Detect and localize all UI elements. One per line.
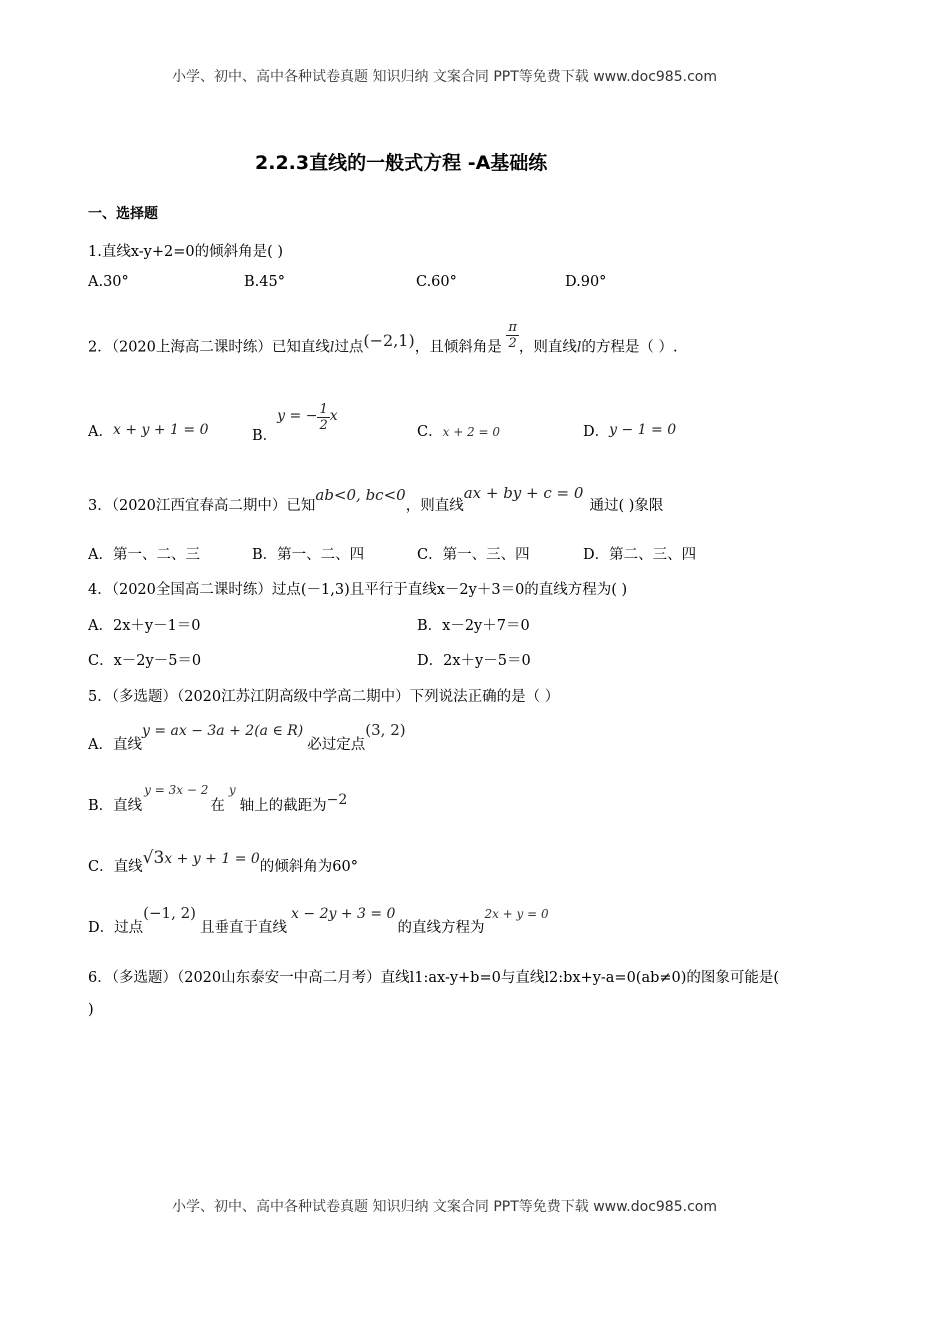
q2-c-label: C． (417, 424, 443, 440)
q5-c-post: 的倾斜角为60° (259, 859, 358, 875)
q2-b-den: 2 (319, 418, 328, 433)
q4-option-b: B．x－2y＋7＝0 (417, 618, 530, 634)
q2-stem (88, 320, 678, 362)
q2-c-eq: x + 2 = 0 (442, 425, 501, 439)
q3-stem-part1: 3．（2020江西宜春高二期中）已知 (88, 498, 316, 514)
q5-d-answer: 2x + y = 0 (484, 907, 549, 921)
q1-option-a: A.30° (88, 274, 129, 290)
q3-option-d: D．第二、三、四 (583, 547, 697, 563)
q6-stem-line2: ) (88, 1002, 94, 1018)
q5-d-pre: D．过点 (88, 920, 144, 936)
q1-option-c: C.60° (416, 274, 457, 290)
q5-d-mid: 且垂直于直线 (200, 920, 288, 936)
q3-option-c: C．第一、三、四 (417, 547, 530, 563)
q2-a-label: A． (88, 424, 113, 440)
q2-frac-num: π (508, 320, 517, 335)
q4-option-a: A．2x＋y－1＝0 (88, 618, 201, 634)
page-title: 2.2.3直线的一般式方程 -A基础练 (255, 152, 548, 174)
q2-b-fraction (317, 403, 329, 432)
page-footer: 小学、初中、高中各种试卷真题 知识归纳 文案合同 PPT等免费下载 www.doc985.com (172, 1199, 717, 1215)
page-header: 小学、初中、高中各种试卷真题 知识归纳 文案合同 PPT等免费下载 www.doc985.com (172, 69, 717, 85)
q2-option-d (583, 420, 676, 441)
q5-b-mid: 在 (210, 798, 225, 814)
q2-stem-part2: 过点 (334, 339, 364, 356)
q2-line-l-2: l (576, 339, 582, 356)
q5-a-eq: y = ax − 3a + 2(a ∈ R) (141, 723, 304, 739)
q5-option-a (88, 721, 406, 754)
q5-b-eq: y = 3x − 2 (144, 783, 209, 797)
q5-c-eq: x + y + 1 = 0 (164, 851, 260, 867)
q5-option-c (88, 848, 358, 876)
q2-stem-part4: ，则直线 (518, 339, 577, 356)
q4-stem: 4．（2020全国高二课时练）过点(－1,3)且平行于直线x－2y＋3＝0的直线方程为( ) (88, 582, 628, 598)
q2-stem-part5: 的方程是（ ）. (581, 339, 678, 356)
section-heading: 一、选择题 (88, 206, 158, 222)
q5-a-pre: A．直线 (88, 737, 142, 753)
q5-c-pre: C．直线 (88, 859, 143, 875)
q3-condition: ab<0, bc<0 (315, 486, 406, 504)
q5-d-post: 的直线方程为 (397, 920, 485, 936)
q5-b-y: y (228, 783, 236, 797)
q2-stem-part3: ，且倾斜角是 (414, 339, 502, 356)
q2-frac-den: 2 (508, 336, 517, 351)
q2-option-b (252, 402, 338, 444)
q5-b-val: −2 (326, 792, 348, 808)
q5-b-pre: B．直线 (88, 798, 143, 814)
q2-d-eq: y − 1 = 0 (609, 422, 677, 438)
q3-stem-part2: ，则直线 (405, 498, 464, 514)
q5-stem: 5．（多选题）（2020江苏江阴高级中学高二期中）下列说法正确的是（ ） (88, 689, 560, 705)
q2-b-pre: y = − (277, 407, 318, 424)
q2-d-label: D． (583, 424, 610, 440)
q5-d-point: (−1, 2) (143, 904, 197, 922)
q2-option-c (417, 420, 500, 441)
q2-option-a (88, 420, 209, 441)
q3-option-a: A．第一、二、三 (88, 547, 200, 563)
q2-stem-part1: 2．（2020上海高二课时练）已知直线 (88, 339, 330, 356)
q5-b-post: 轴上的截距为 (239, 798, 327, 814)
q1-option-b: B.45° (244, 274, 285, 290)
q4-option-c: C．x－2y－5＝0 (88, 653, 202, 669)
q5-option-d (88, 904, 549, 937)
q1-option-d: D.90° (565, 274, 607, 290)
q3-stem (88, 484, 664, 515)
q2-b-post: x (329, 407, 338, 424)
q5-d-line: x − 2y + 3 = 0 (291, 906, 396, 922)
q2-b-num: 1 (319, 402, 328, 417)
q2-line-l: l (329, 339, 335, 356)
q5-c-root: √3 (142, 848, 165, 868)
q6-stem-line1: 6．（多选题）（2020山东泰安一中高二月考）直线l1:ax-y+b=0与直线l2:bx+y-a=0(ab≠0)的图象可能是( (88, 970, 780, 986)
q2-angle-fraction (506, 321, 519, 350)
q5-option-b (88, 783, 348, 815)
q1-stem: 1.直线x-y+2=0的倾斜角是( ) (88, 244, 284, 260)
q4-option-d: D．2x＋y－5＝0 (417, 653, 531, 669)
q5-a-point: (3, 2) (365, 721, 406, 739)
q2-b-label: B． (252, 427, 278, 444)
q3-line-eq: ax + by + c = 0 (463, 484, 584, 502)
q3-option-b: B．第一、二、四 (252, 547, 365, 563)
q3-stem-part3: 通过( )象限 (589, 498, 664, 514)
q2-a-eq: x + y + 1 = 0 (112, 422, 209, 438)
q5-a-mid: 必过定点 (307, 737, 366, 753)
q2-point: (−2,1) (363, 330, 415, 350)
